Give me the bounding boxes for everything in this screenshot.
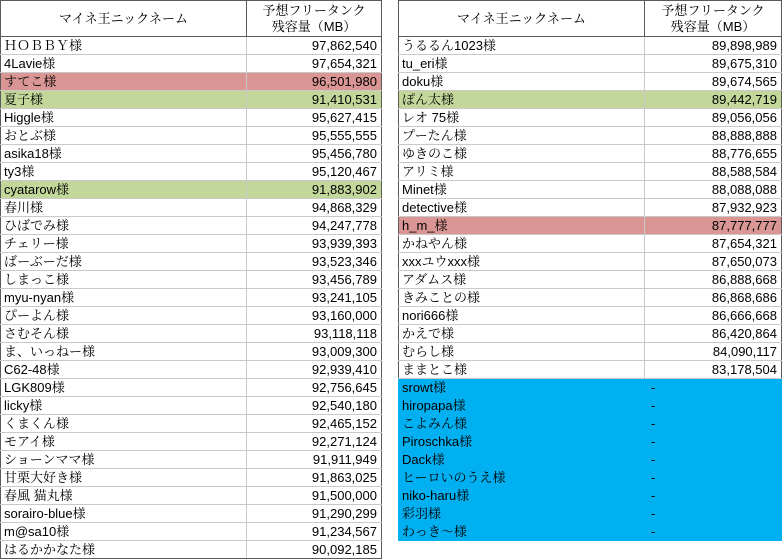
capacity-cell[interactable]: 91,883,902	[247, 181, 382, 199]
table-row	[399, 235, 782, 253]
header-row	[1, 1, 382, 37]
table-row	[1, 145, 382, 163]
table-row	[399, 37, 782, 55]
table-row	[399, 253, 782, 271]
nickname-cell[interactable]: detective様	[399, 199, 645, 217]
nickname-cell[interactable]: hiropapa様	[399, 397, 645, 415]
table-row	[1, 289, 382, 307]
capacity-cell[interactable]: 87,654,321	[645, 235, 782, 253]
table-row	[1, 505, 382, 523]
capacity-cell[interactable]: 93,523,346	[247, 253, 382, 271]
nickname-cell[interactable]: しまっこ様	[1, 271, 247, 289]
nickname-cell[interactable]: ＨＯＢＢＹ様	[1, 37, 247, 55]
nickname-header-label: マイネ王ニックネーム	[59, 10, 188, 26]
table-row	[1, 199, 382, 217]
capacity-cell[interactable]: 92,939,410	[247, 361, 382, 379]
capacity-cell[interactable]: 86,666,668	[645, 307, 782, 325]
table-row	[399, 199, 782, 217]
table-row	[399, 505, 782, 523]
nickname-cell[interactable]: asika18様	[1, 145, 247, 163]
table-row	[1, 217, 382, 235]
capacity-cell[interactable]: 95,456,780	[247, 145, 382, 163]
table-row	[1, 433, 382, 451]
nickname-cell[interactable]: 春川様	[1, 199, 247, 217]
nickname-cell[interactable]: 彩羽様	[399, 505, 645, 523]
table-row	[1, 91, 382, 109]
capacity-cell[interactable]: 89,442,719	[645, 91, 782, 109]
capacity-cell[interactable]: 93,160,000	[247, 307, 382, 325]
nickname-column-header[interactable]	[1, 1, 247, 37]
nickname-cell[interactable]: ゆきのこ様	[399, 145, 645, 163]
table-row	[1, 343, 382, 361]
nickname-cell[interactable]: ty3様	[1, 163, 247, 181]
table-row	[399, 109, 782, 127]
nickname-cell[interactable]: おとぶ様	[1, 127, 247, 145]
capacity-cell[interactable]: 88,088,088	[645, 181, 782, 199]
table-row	[1, 163, 382, 181]
capacity-cell[interactable]: -	[645, 433, 782, 451]
nickname-cell[interactable]: ひばでみ様	[1, 217, 247, 235]
table-row	[1, 397, 382, 415]
nickname-cell[interactable]: doku様	[399, 73, 645, 91]
nickname-cell[interactable]: プーたん様	[399, 127, 645, 145]
capacity-cell[interactable]: 92,465,152	[247, 415, 382, 433]
nickname-cell[interactable]: C62-48様	[1, 361, 247, 379]
table-row	[399, 163, 782, 181]
nickname-cell[interactable]: nori666様	[399, 307, 645, 325]
nickname-cell[interactable]: Dack様	[399, 451, 645, 469]
capacity-cell[interactable]: 91,863,025	[247, 469, 382, 487]
table-row	[399, 487, 782, 505]
table-row	[399, 289, 782, 307]
nickname-cell[interactable]: h_m_様	[399, 217, 645, 235]
table-row	[1, 37, 382, 55]
nickname-cell[interactable]: ショーンママ様	[1, 451, 247, 469]
capacity-header-line1: 予想フリータンク	[661, 2, 765, 18]
nickname-cell[interactable]: Higgle様	[1, 109, 247, 127]
table-row	[1, 379, 382, 397]
nickname-cell[interactable]: niko-haru様	[399, 487, 645, 505]
capacity-cell[interactable]: 91,911,949	[247, 451, 382, 469]
capacity-cell[interactable]: 91,500,000	[247, 487, 382, 505]
capacity-cell[interactable]: 87,932,923	[645, 199, 782, 217]
nickname-cell[interactable]: アダムス様	[399, 271, 645, 289]
capacity-cell[interactable]: -	[645, 469, 782, 487]
ranking-table-left	[0, 0, 382, 559]
table-row	[1, 487, 382, 505]
capacity-cell[interactable]: 88,888,888	[645, 127, 782, 145]
capacity-cell[interactable]: 93,241,105	[247, 289, 382, 307]
capacity-cell[interactable]: 91,410,531	[247, 91, 382, 109]
nickname-cell[interactable]: きみことの様	[399, 289, 645, 307]
nickname-cell[interactable]: myu-nyan様	[1, 289, 247, 307]
table-row	[1, 181, 382, 199]
capacity-cell[interactable]: 87,777,777	[645, 217, 782, 235]
table-row	[1, 253, 382, 271]
table-row	[1, 469, 382, 487]
nickname-cell[interactable]: licky様	[1, 397, 247, 415]
capacity-cell[interactable]: 94,868,329	[247, 199, 382, 217]
capacity-cell[interactable]: 95,120,467	[247, 163, 382, 181]
table-row	[1, 235, 382, 253]
capacity-cell[interactable]: 93,939,393	[247, 235, 382, 253]
capacity-cell[interactable]: 92,756,645	[247, 379, 382, 397]
nickname-cell[interactable]: 春風 猫丸様	[1, 487, 247, 505]
table-row	[1, 55, 382, 73]
header-row	[399, 1, 782, 37]
capacity-cell[interactable]: 93,118,118	[247, 325, 382, 343]
capacity-cell[interactable]: -	[645, 415, 782, 433]
nickname-cell[interactable]: チェリー様	[1, 235, 247, 253]
table-row	[1, 541, 382, 559]
table-row	[399, 469, 782, 487]
nickname-cell[interactable]: ま、いっねー様	[1, 343, 247, 361]
capacity-cell[interactable]: 97,862,540	[247, 37, 382, 55]
table-row	[1, 109, 382, 127]
nickname-cell[interactable]: アリミ様	[399, 163, 645, 181]
nickname-cell[interactable]: わっき～様	[399, 523, 645, 541]
capacity-cell[interactable]: -	[645, 523, 782, 541]
nickname-cell[interactable]: xxxユウxxx様	[399, 253, 645, 271]
nickname-cell[interactable]: sorairo-blue様	[1, 505, 247, 523]
nickname-cell[interactable]: ままとこ様	[399, 361, 645, 379]
capacity-cell[interactable]: 97,654,321	[247, 55, 382, 73]
capacity-cell[interactable]: 89,675,310	[645, 55, 782, 73]
nickname-cell[interactable]: すてこ様	[1, 73, 247, 91]
nickname-cell[interactable]: さむそん様	[1, 325, 247, 343]
capacity-cell[interactable]: 96,501,980	[247, 73, 382, 91]
table-row	[399, 307, 782, 325]
table-row	[1, 451, 382, 469]
nickname-cell[interactable]: cyatarow様	[1, 181, 247, 199]
capacity-cell[interactable]: 91,290,299	[247, 505, 382, 523]
capacity-header-line1: 予想フリータンク	[262, 2, 366, 18]
nickname-cell[interactable]: こよみん様	[399, 415, 645, 433]
table-row	[399, 451, 782, 469]
nickname-cell[interactable]: 夏子様	[1, 91, 247, 109]
table-row	[1, 361, 382, 379]
capacity-header-line2: 残容量（MB）	[271, 18, 357, 34]
capacity-cell[interactable]: 92,540,180	[247, 397, 382, 415]
capacity-cell[interactable]: 93,009,300	[247, 343, 382, 361]
nickname-cell[interactable]: ぽん太様	[399, 91, 645, 109]
capacity-cell[interactable]: 88,776,655	[645, 145, 782, 163]
capacity-cell[interactable]: -	[645, 505, 782, 523]
nickname-cell[interactable]: うるるん1023様	[399, 37, 645, 55]
table-row	[399, 217, 782, 235]
capacity-cell[interactable]: -	[645, 487, 782, 505]
nickname-cell[interactable]: ヒーロいのうえ様	[399, 469, 645, 487]
table-row	[399, 73, 782, 91]
table-row	[399, 397, 782, 415]
capacity-cell[interactable]: 86,888,668	[645, 271, 782, 289]
capacity-cell[interactable]: -	[645, 451, 782, 469]
table-row	[399, 181, 782, 199]
capacity-cell[interactable]: 87,650,073	[645, 253, 782, 271]
nickname-cell[interactable]: かえで様	[399, 325, 645, 343]
capacity-cell[interactable]: 86,420,864	[645, 325, 782, 343]
nickname-cell[interactable]: はるかかなた様	[1, 541, 247, 559]
capacity-cell[interactable]: 84,090,117	[645, 343, 782, 361]
capacity-cell[interactable]: -	[645, 379, 782, 397]
table-row	[399, 91, 782, 109]
nickname-cell[interactable]: ばーぶーだ様	[1, 253, 247, 271]
table-row	[1, 271, 382, 289]
nickname-cell[interactable]: 甘栗大好き様	[1, 469, 247, 487]
capacity-cell[interactable]: 92,271,124	[247, 433, 382, 451]
table-row	[399, 379, 782, 397]
capacity-cell[interactable]: 89,898,989	[645, 37, 782, 55]
table-row	[1, 325, 382, 343]
table-row	[399, 127, 782, 145]
table-row	[399, 523, 782, 541]
table-row	[399, 55, 782, 73]
nickname-cell[interactable]: tu_eri様	[399, 55, 645, 73]
capacity-cell[interactable]: 90,092,185	[247, 541, 382, 559]
table-row	[399, 325, 782, 343]
capacity-cell[interactable]: 94,247,778	[247, 217, 382, 235]
capacity-cell[interactable]: 93,456,789	[247, 271, 382, 289]
nickname-cell[interactable]: 4Lavie様	[1, 55, 247, 73]
capacity-cell[interactable]: 88,588,584	[645, 163, 782, 181]
table-row	[399, 343, 782, 361]
capacity-cell[interactable]: 86,868,686	[645, 289, 782, 307]
capacity-cell[interactable]: 83,178,504	[645, 361, 782, 379]
nickname-cell[interactable]: かねやん様	[399, 235, 645, 253]
capacity-column-header[interactable]	[247, 1, 382, 37]
ranking-table-right	[398, 0, 782, 541]
nickname-cell[interactable]: m@sa10様	[1, 523, 247, 541]
capacity-header-line2: 残容量（MB）	[670, 18, 756, 34]
table-row	[1, 307, 382, 325]
nickname-cell[interactable]: ぴーよん様	[1, 307, 247, 325]
nickname-cell[interactable]: srowt様	[399, 379, 645, 397]
table-row	[399, 361, 782, 379]
nickname-cell[interactable]: Minet様	[399, 181, 645, 199]
table-row	[1, 73, 382, 91]
capacity-cell[interactable]: 89,674,565	[645, 73, 782, 91]
capacity-column-header[interactable]	[645, 1, 782, 37]
nickname-cell[interactable]: モアイ様	[1, 433, 247, 451]
nickname-cell[interactable]: レオ 75様	[399, 109, 645, 127]
nickname-cell[interactable]: くまくん様	[1, 415, 247, 433]
table-row	[1, 127, 382, 145]
nickname-cell[interactable]: むらし様	[399, 343, 645, 361]
table-row	[399, 433, 782, 451]
capacity-cell[interactable]: -	[645, 397, 782, 415]
nickname-column-header[interactable]	[399, 1, 645, 37]
table-row	[399, 145, 782, 163]
table-row	[1, 523, 382, 541]
table-row	[399, 271, 782, 289]
capacity-cell[interactable]: 89,056,056	[645, 109, 782, 127]
capacity-cell[interactable]: 95,627,415	[247, 109, 382, 127]
nickname-cell[interactable]: LGK809様	[1, 379, 247, 397]
capacity-cell[interactable]: 91,234,567	[247, 523, 382, 541]
table-row	[1, 415, 382, 433]
nickname-header-label: マイネ王ニックネーム	[457, 10, 586, 26]
nickname-cell[interactable]: Piroschka様	[399, 433, 645, 451]
capacity-cell[interactable]: 95,555,555	[247, 127, 382, 145]
table-row	[399, 415, 782, 433]
